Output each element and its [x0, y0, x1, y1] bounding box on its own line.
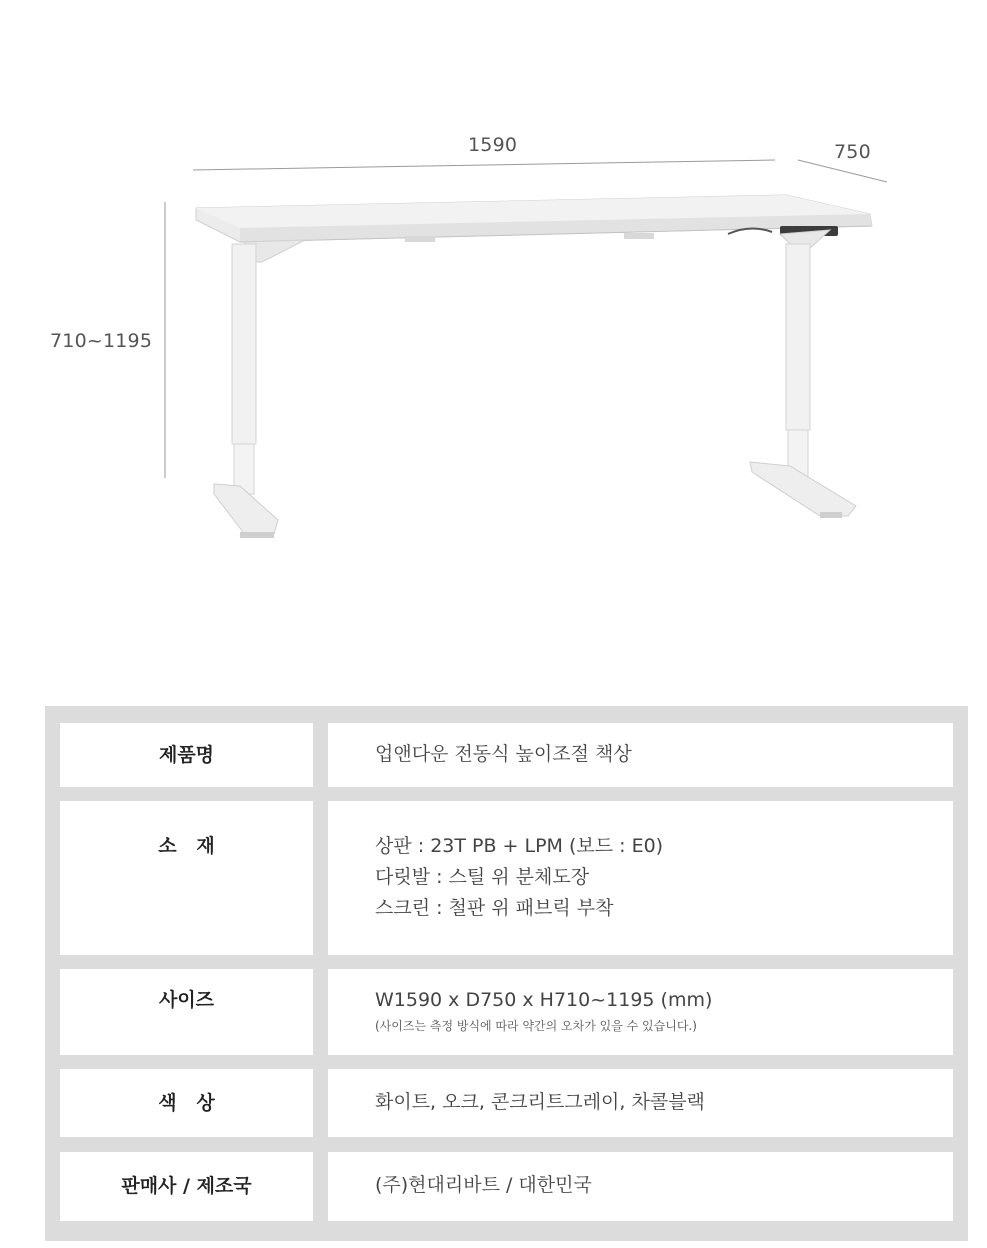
spec-value-size [328, 969, 953, 1055]
spec-table [45, 706, 968, 1241]
width-dimension-label: 1590 [468, 134, 518, 156]
left-leg [214, 244, 278, 538]
material-line-screen: 스크린 : 철판 위 패브릭 부착 [375, 897, 614, 919]
spec-row-seller [60, 1152, 953, 1221]
spec-label-color: 색 상 [60, 1069, 313, 1137]
spec-value-material [328, 801, 953, 955]
spec-row-color [60, 1069, 953, 1137]
width-dimension-line [193, 160, 775, 170]
desk-illustration [0, 0, 987, 620]
spec-label-seller: 판매사 / 제조국 [60, 1152, 313, 1221]
spec-label-product-name: 제품명 [60, 723, 313, 787]
size-value: W1590 x D750 x H710~1195 (mm) [375, 989, 713, 1011]
spec-value-seller: (주)현대리바트 / 대한민국 [328, 1152, 953, 1221]
spec-label-material: 소 재 [60, 801, 313, 955]
material-line-legs: 다릿발 : 스틸 위 분체도장 [375, 866, 590, 888]
spec-label-size: 사이즈 [60, 969, 313, 1055]
depth-dimension-label: 750 [834, 141, 871, 163]
height-dimension-label: 710~1195 [50, 330, 153, 352]
desk-top [196, 195, 872, 242]
spec-value-product-name: 업앤다운 전동식 높이조절 책상 [328, 723, 953, 787]
depth-dimension-line [798, 160, 887, 182]
right-leg [750, 244, 856, 518]
spec-row-size [60, 969, 953, 1055]
desk-dimension-diagram [0, 0, 987, 620]
size-note: (사이즈는 측정 방식에 따라 약간의 오차가 있을 수 있습니다.) [375, 1019, 697, 1033]
spec-row-material [60, 801, 953, 955]
spec-value-color: 화이트, 오크, 콘크리트그레이, 차콜블랙 [328, 1069, 953, 1137]
material-line-top: 상판 : 23T PB + LPM (보드 : E0) [375, 835, 664, 857]
spec-row-product-name [60, 723, 953, 787]
